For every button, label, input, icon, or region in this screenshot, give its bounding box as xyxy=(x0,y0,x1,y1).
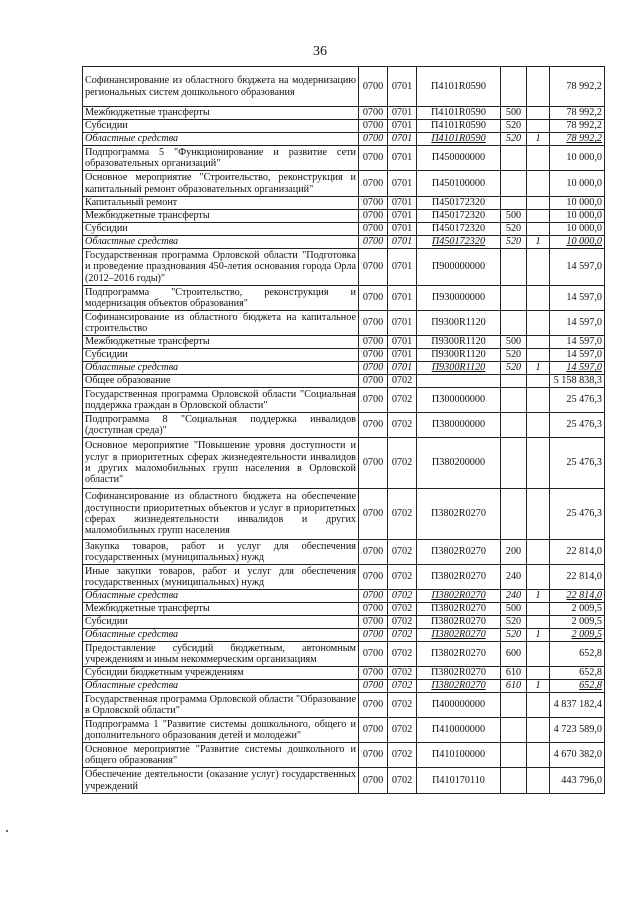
row-subsection: 0702 xyxy=(388,375,417,388)
row-target-code: П9300R1120 xyxy=(417,336,501,349)
row-section: 0700 xyxy=(359,223,388,236)
table-row xyxy=(83,286,605,311)
row-subsection: 0701 xyxy=(388,336,417,349)
row-target-code: П4101R0590 xyxy=(417,120,501,133)
row-target-code: П450172320 xyxy=(417,223,501,236)
scan-speck xyxy=(6,830,8,832)
row-source xyxy=(527,286,550,311)
table-row xyxy=(83,603,605,616)
row-name: Государственная программа Орловской области "Образование в Орловской области" xyxy=(83,693,359,718)
row-target-code: П3802R0270 xyxy=(417,489,501,540)
row-amount: 14 597,0 xyxy=(550,349,605,362)
row-target-code: П380200000 xyxy=(417,438,501,489)
row-subsection: 0701 xyxy=(388,171,417,197)
row-section: 0700 xyxy=(359,693,388,718)
row-section: 0700 xyxy=(359,171,388,197)
row-target-code: П3802R0270 xyxy=(417,540,501,565)
row-expense-type: 520 xyxy=(501,133,527,146)
row-name: Софинансирование из областного бюджета на модернизацию региональных систем дошкольного образования xyxy=(83,67,359,107)
row-amount: 25 476,3 xyxy=(550,413,605,438)
row-section: 0700 xyxy=(359,210,388,223)
row-expense-type xyxy=(501,286,527,311)
row-expense-type xyxy=(501,718,527,743)
row-expense-type: 500 xyxy=(501,603,527,616)
row-target-code: П4101R0590 xyxy=(417,107,501,120)
table-row xyxy=(83,540,605,565)
row-section: 0700 xyxy=(359,107,388,120)
row-subsection: 0701 xyxy=(388,249,417,286)
row-expense-type: 500 xyxy=(501,336,527,349)
row-name: Государственная программа Орловской области "Социальная поддержка граждан в Орловской области" xyxy=(83,388,359,413)
row-name: Субсидии xyxy=(83,616,359,629)
row-subsection: 0702 xyxy=(388,540,417,565)
row-target-code: П4101R0590 xyxy=(417,133,501,146)
row-expense-type: 520 xyxy=(501,349,527,362)
row-target-code: П450172320 xyxy=(417,197,501,210)
row-name: Межбюджетные трансферты xyxy=(83,336,359,349)
row-source xyxy=(527,413,550,438)
row-target-code xyxy=(417,375,501,388)
row-source xyxy=(527,210,550,223)
row-amount: 4 723 589,0 xyxy=(550,718,605,743)
row-source: 1 xyxy=(527,680,550,693)
table-row xyxy=(83,768,605,794)
table-row xyxy=(83,642,605,667)
row-amount: 10 000,0 xyxy=(550,146,605,171)
row-source xyxy=(527,642,550,667)
row-amount: 78 992,2 xyxy=(550,107,605,120)
row-subsection: 0702 xyxy=(388,565,417,590)
table-row xyxy=(83,616,605,629)
budget-table xyxy=(82,66,605,794)
table-row xyxy=(83,375,605,388)
row-section: 0700 xyxy=(359,743,388,768)
row-expense-type xyxy=(501,311,527,336)
table-row xyxy=(83,718,605,743)
row-expense-type: 520 xyxy=(501,629,527,642)
row-target-code: П380000000 xyxy=(417,413,501,438)
row-target-code: П9300R1120 xyxy=(417,311,501,336)
row-expense-type xyxy=(501,743,527,768)
row-section: 0700 xyxy=(359,311,388,336)
row-expense-type: 500 xyxy=(501,107,527,120)
row-amount: 4 670 382,0 xyxy=(550,743,605,768)
table-row xyxy=(83,667,605,680)
table-row xyxy=(83,67,605,107)
row-expense-type: 520 xyxy=(501,362,527,375)
row-name: Основное мероприятие "Строительство, реконструкция и капитальный ремонт образовательных организаций" xyxy=(83,171,359,197)
row-amount: 78 992,2 xyxy=(550,67,605,107)
row-target-code: П450000000 xyxy=(417,146,501,171)
table-row xyxy=(83,133,605,146)
row-source xyxy=(527,375,550,388)
row-amount: 10 000,0 xyxy=(550,236,605,249)
row-subsection: 0701 xyxy=(388,133,417,146)
row-source xyxy=(527,768,550,794)
table-row xyxy=(83,171,605,197)
row-target-code: П3802R0270 xyxy=(417,603,501,616)
row-name: Подпрограмма 5 "Функционирование и развитие сети образовательных организаций" xyxy=(83,146,359,171)
table-row xyxy=(83,743,605,768)
row-name: Областные средства xyxy=(83,236,359,249)
row-source: 1 xyxy=(527,133,550,146)
row-expense-type xyxy=(501,768,527,794)
row-section: 0700 xyxy=(359,286,388,311)
row-source xyxy=(527,603,550,616)
row-amount: 22 814,0 xyxy=(550,590,605,603)
row-expense-type: 520 xyxy=(501,120,527,133)
row-source xyxy=(527,438,550,489)
row-amount: 10 000,0 xyxy=(550,223,605,236)
row-amount: 5 158 838,3 xyxy=(550,375,605,388)
row-section: 0700 xyxy=(359,438,388,489)
row-section: 0700 xyxy=(359,349,388,362)
row-name: Основное мероприятие "Повышение уровня доступности и услуг в приоритетных сферах жизнедеятельности инвалидов и других маломобильных групп населения в Орловской области" xyxy=(83,438,359,489)
row-amount: 78 992,2 xyxy=(550,120,605,133)
row-name: Областные средства xyxy=(83,590,359,603)
row-section: 0700 xyxy=(359,197,388,210)
row-source xyxy=(527,693,550,718)
row-subsection: 0701 xyxy=(388,146,417,171)
row-section: 0700 xyxy=(359,718,388,743)
row-amount: 443 796,0 xyxy=(550,768,605,794)
table-row xyxy=(83,388,605,413)
row-source xyxy=(527,107,550,120)
row-section: 0700 xyxy=(359,67,388,107)
row-section: 0700 xyxy=(359,362,388,375)
row-subsection: 0701 xyxy=(388,286,417,311)
row-target-code: П9300R1120 xyxy=(417,349,501,362)
row-name: Межбюджетные трансферты xyxy=(83,107,359,120)
row-source xyxy=(527,67,550,107)
row-subsection: 0701 xyxy=(388,223,417,236)
row-name: Предоставление субсидий бюджетным, автономным учреждениям и иным некоммерческим организациям xyxy=(83,642,359,667)
row-expense-type: 610 xyxy=(501,680,527,693)
row-subsection: 0702 xyxy=(388,616,417,629)
row-expense-type: 240 xyxy=(501,565,527,590)
row-name: Субсидии xyxy=(83,349,359,362)
row-expense-type xyxy=(501,197,527,210)
row-name: Иные закупки товаров, работ и услуг для обеспечения государственных (муниципальных) нужд xyxy=(83,565,359,590)
table-row xyxy=(83,362,605,375)
row-expense-type xyxy=(501,693,527,718)
row-name: Общее образование xyxy=(83,375,359,388)
row-source: 1 xyxy=(527,362,550,375)
row-subsection: 0701 xyxy=(388,197,417,210)
row-section: 0700 xyxy=(359,120,388,133)
row-name: Закупка товаров, работ и услуг для обеспечения государственных (муниципальных) нужд xyxy=(83,540,359,565)
row-subsection: 0702 xyxy=(388,489,417,540)
row-source xyxy=(527,718,550,743)
row-name: Субсидии xyxy=(83,120,359,133)
row-target-code: П450172320 xyxy=(417,210,501,223)
row-target-code: П9300R1120 xyxy=(417,362,501,375)
row-subsection: 0702 xyxy=(388,743,417,768)
row-target-code: П410100000 xyxy=(417,743,501,768)
row-expense-type xyxy=(501,489,527,540)
row-source xyxy=(527,616,550,629)
row-source xyxy=(527,349,550,362)
table-row xyxy=(83,565,605,590)
row-source xyxy=(527,197,550,210)
row-expense-type xyxy=(501,388,527,413)
row-amount: 10 000,0 xyxy=(550,171,605,197)
row-target-code: П400000000 xyxy=(417,693,501,718)
row-target-code: П410170110 xyxy=(417,768,501,794)
row-expense-type xyxy=(501,413,527,438)
row-amount: 14 597,0 xyxy=(550,286,605,311)
row-target-code: П900000000 xyxy=(417,249,501,286)
row-expense-type: 520 xyxy=(501,223,527,236)
page-number: 36 xyxy=(313,44,327,59)
row-amount: 2 009,5 xyxy=(550,603,605,616)
row-target-code: П930000000 xyxy=(417,286,501,311)
row-name: Областные средства xyxy=(83,629,359,642)
row-section: 0700 xyxy=(359,540,388,565)
row-subsection: 0702 xyxy=(388,388,417,413)
row-source xyxy=(527,146,550,171)
table-row xyxy=(83,236,605,249)
table-row xyxy=(83,629,605,642)
table-row xyxy=(83,438,605,489)
row-source: 1 xyxy=(527,590,550,603)
row-name: Капитальный ремонт xyxy=(83,197,359,210)
table-row xyxy=(83,590,605,603)
row-source xyxy=(527,336,550,349)
row-expense-type: 520 xyxy=(501,236,527,249)
table-row xyxy=(83,107,605,120)
row-amount: 78 992,2 xyxy=(550,133,605,146)
table-row xyxy=(83,489,605,540)
row-target-code: П3802R0270 xyxy=(417,629,501,642)
row-section: 0700 xyxy=(359,388,388,413)
row-expense-type xyxy=(501,67,527,107)
row-section: 0700 xyxy=(359,489,388,540)
row-amount: 10 000,0 xyxy=(550,210,605,223)
row-amount: 10 000,0 xyxy=(550,197,605,210)
row-subsection: 0701 xyxy=(388,311,417,336)
row-expense-type xyxy=(501,171,527,197)
row-amount: 22 814,0 xyxy=(550,565,605,590)
row-expense-type xyxy=(501,438,527,489)
row-subsection: 0702 xyxy=(388,590,417,603)
row-subsection: 0702 xyxy=(388,642,417,667)
row-amount: 14 597,0 xyxy=(550,336,605,349)
row-target-code: П3802R0270 xyxy=(417,667,501,680)
row-amount: 14 597,0 xyxy=(550,249,605,286)
row-name: Софинансирование из областного бюджета на обеспечение доступности приоритетных объектов и услуг в приоритетных сферах жизнедеятельности инвалидов и других маломобильных групп населения xyxy=(83,489,359,540)
row-source xyxy=(527,311,550,336)
row-name: Межбюджетные трансферты xyxy=(83,603,359,616)
row-section: 0700 xyxy=(359,642,388,667)
row-name: Основное мероприятие "Развитие системы дошкольного и общего образования" xyxy=(83,743,359,768)
row-expense-type xyxy=(501,249,527,286)
table-row xyxy=(83,336,605,349)
row-amount: 25 476,3 xyxy=(550,388,605,413)
row-amount: 652,8 xyxy=(550,642,605,667)
row-name: Софинансирование из областного бюджета на капитальное строительство xyxy=(83,311,359,336)
row-source: 1 xyxy=(527,236,550,249)
table-row xyxy=(83,120,605,133)
row-target-code: П450100000 xyxy=(417,171,501,197)
row-amount: 652,8 xyxy=(550,667,605,680)
row-target-code: П3802R0270 xyxy=(417,616,501,629)
row-source xyxy=(527,120,550,133)
row-name: Областные средства xyxy=(83,133,359,146)
row-amount: 25 476,3 xyxy=(550,489,605,540)
row-source xyxy=(527,489,550,540)
row-subsection: 0701 xyxy=(388,362,417,375)
row-amount: 2 009,5 xyxy=(550,616,605,629)
row-section: 0700 xyxy=(359,375,388,388)
row-section: 0700 xyxy=(359,680,388,693)
row-subsection: 0702 xyxy=(388,603,417,616)
row-expense-type: 240 xyxy=(501,590,527,603)
row-name: Межбюджетные трансферты xyxy=(83,210,359,223)
table-row xyxy=(83,146,605,171)
row-target-code: П3802R0270 xyxy=(417,590,501,603)
row-expense-type: 610 xyxy=(501,667,527,680)
row-source xyxy=(527,171,550,197)
row-subsection: 0701 xyxy=(388,236,417,249)
row-subsection: 0702 xyxy=(388,438,417,489)
row-amount: 2 009,5 xyxy=(550,629,605,642)
row-target-code: П3802R0270 xyxy=(417,642,501,667)
row-section: 0700 xyxy=(359,565,388,590)
table-row xyxy=(83,197,605,210)
row-name: Обеспечение деятельности (оказание услуг) государственных учреждений xyxy=(83,768,359,794)
row-section: 0700 xyxy=(359,133,388,146)
row-source xyxy=(527,249,550,286)
row-amount: 14 597,0 xyxy=(550,362,605,375)
table-row xyxy=(83,311,605,336)
row-name: Подпрограмма 1 "Развитие системы дошкольного, общего и дополнительного образования детей и молодежи" xyxy=(83,718,359,743)
row-source: 1 xyxy=(527,629,550,642)
row-source xyxy=(527,540,550,565)
row-section: 0700 xyxy=(359,590,388,603)
row-expense-type: 520 xyxy=(501,616,527,629)
row-subsection: 0702 xyxy=(388,768,417,794)
row-subsection: 0702 xyxy=(388,629,417,642)
row-expense-type: 500 xyxy=(501,210,527,223)
table-row xyxy=(83,249,605,286)
row-target-code: П410000000 xyxy=(417,718,501,743)
row-name: Государственная программа Орловской области "Подготовка и проведение празднования 450-летия основания города Орла (2012–2016 годы)" xyxy=(83,249,359,286)
row-name: Подпрограмма 8 "Социальная поддержка инвалидов (доступная среда)" xyxy=(83,413,359,438)
row-section: 0700 xyxy=(359,336,388,349)
row-expense-type xyxy=(501,146,527,171)
row-source xyxy=(527,565,550,590)
row-name: Субсидии бюджетным учреждениям xyxy=(83,667,359,680)
row-name: Субсидии xyxy=(83,223,359,236)
row-section: 0700 xyxy=(359,603,388,616)
row-name: Областные средства xyxy=(83,680,359,693)
row-expense-type: 600 xyxy=(501,642,527,667)
table-row xyxy=(83,349,605,362)
row-subsection: 0702 xyxy=(388,680,417,693)
row-subsection: 0701 xyxy=(388,67,417,107)
row-source xyxy=(527,667,550,680)
table-row xyxy=(83,413,605,438)
row-section: 0700 xyxy=(359,413,388,438)
row-subsection: 0702 xyxy=(388,718,417,743)
row-amount: 652,8 xyxy=(550,680,605,693)
row-name: Областные средства xyxy=(83,362,359,375)
row-subsection: 0702 xyxy=(388,413,417,438)
row-amount: 14 597,0 xyxy=(550,311,605,336)
row-subsection: 0702 xyxy=(388,667,417,680)
row-section: 0700 xyxy=(359,667,388,680)
row-amount: 22 814,0 xyxy=(550,540,605,565)
table-row xyxy=(83,223,605,236)
table-row xyxy=(83,680,605,693)
row-subsection: 0701 xyxy=(388,210,417,223)
row-target-code: П3802R0270 xyxy=(417,680,501,693)
row-subsection: 0702 xyxy=(388,693,417,718)
row-section: 0700 xyxy=(359,249,388,286)
table-row xyxy=(83,210,605,223)
row-section: 0700 xyxy=(359,236,388,249)
budget-table-body xyxy=(83,67,605,794)
row-expense-type: 200 xyxy=(501,540,527,565)
row-target-code: П3802R0270 xyxy=(417,565,501,590)
row-amount: 25 476,3 xyxy=(550,438,605,489)
row-source xyxy=(527,743,550,768)
row-expense-type xyxy=(501,375,527,388)
row-source xyxy=(527,388,550,413)
row-subsection: 0701 xyxy=(388,120,417,133)
row-name: Подпрограмма "Строительство, реконструкция и модернизация объектов образования" xyxy=(83,286,359,311)
table-row xyxy=(83,693,605,718)
row-section: 0700 xyxy=(359,146,388,171)
row-subsection: 0701 xyxy=(388,349,417,362)
row-source xyxy=(527,223,550,236)
row-subsection: 0701 xyxy=(388,107,417,120)
row-target-code: П300000000 xyxy=(417,388,501,413)
row-target-code: П4101R0590 xyxy=(417,67,501,107)
row-section: 0700 xyxy=(359,629,388,642)
row-target-code: П450172320 xyxy=(417,236,501,249)
row-amount: 4 837 182,4 xyxy=(550,693,605,718)
row-section: 0700 xyxy=(359,768,388,794)
row-section: 0700 xyxy=(359,616,388,629)
